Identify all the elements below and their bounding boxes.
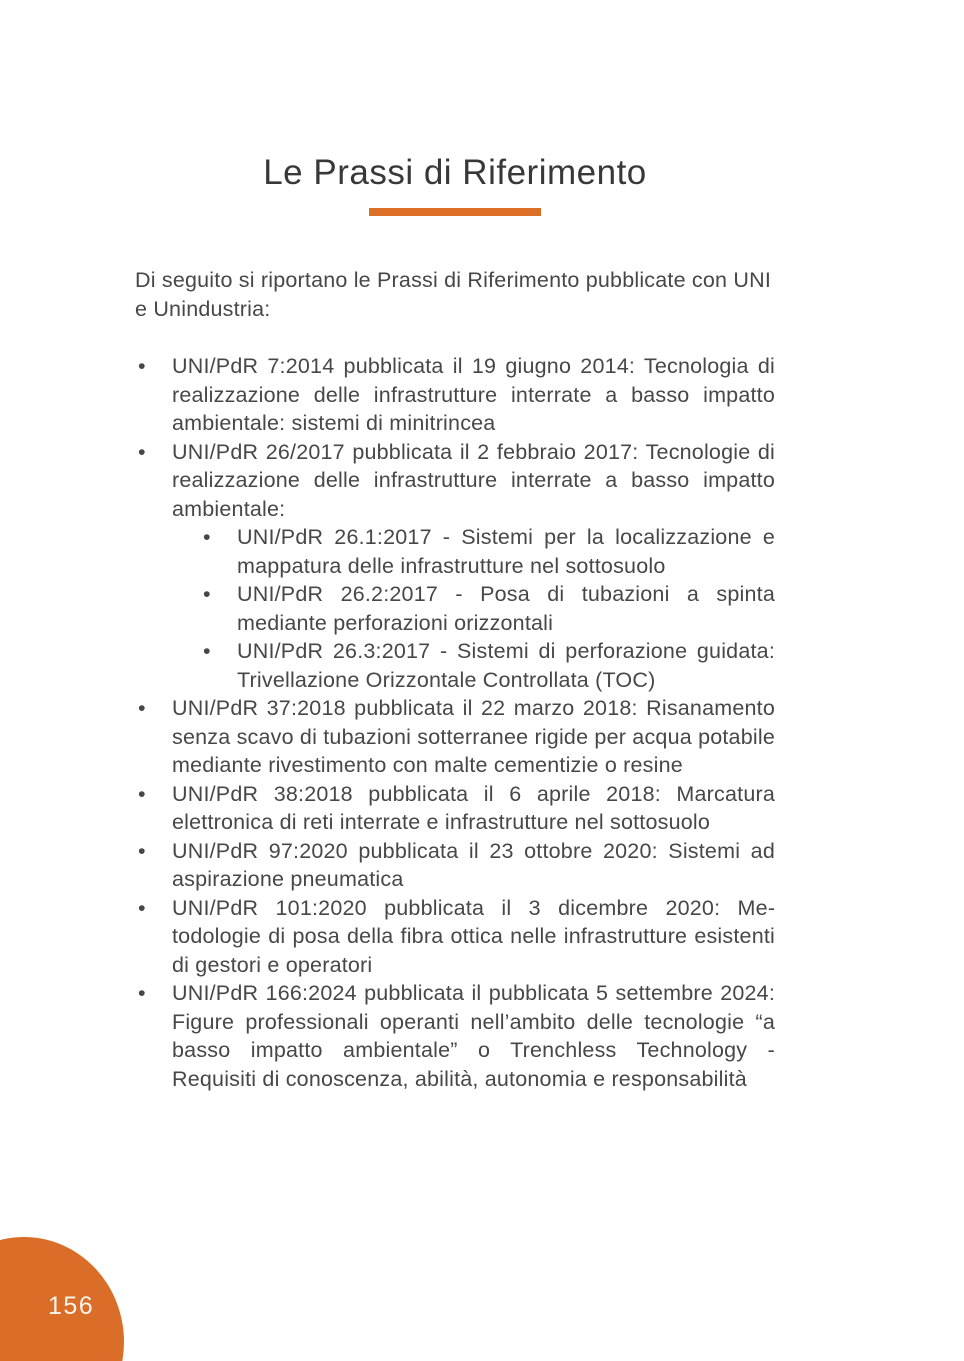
list-subitem <box>135 523 775 580</box>
list-subitem-text: UNI/PdR 26.3:2017 - Sistemi di perforazione guidata: Trivellazione Orizzontale Controllata (TOC) <box>237 639 775 692</box>
bullet-icon: • <box>138 895 146 920</box>
list-item <box>135 894 775 980</box>
bullet-icon: • <box>138 781 146 806</box>
bullet-icon: • <box>138 439 146 464</box>
intro-paragraph: Di seguito si riportano le Prassi di Riferimento pubblicate con UNI e Unindustria: <box>135 268 771 321</box>
bullet-icon: • <box>203 639 211 663</box>
standards-list <box>135 352 775 1093</box>
list-item <box>135 780 775 837</box>
content-column <box>135 0 775 1093</box>
list-item <box>135 979 775 1093</box>
bullet-icon: • <box>138 696 146 720</box>
list-item <box>135 352 775 438</box>
list-subitem-text: UNI/PdR 26.1:2017 - Sistemi per la localizzazione e mappatura delle infrastrutture nel sottosuolo <box>237 525 775 578</box>
list-subitem-text: UNI/PdR 26.2:2017 - Posa di tubazioni a spinta mediante perforazioni orizzontali <box>237 582 775 635</box>
list-item-text: UNI/PdR 101:2020 pubblicata il 3 dicembre 2020: Metodologie di posa della fibra ottica nelle infrastrutture esistenti di gestori e operatori <box>172 895 775 977</box>
list-item-text: UNI/PdR 166:2024 pubblicata il pubblicata 5 settembre 2024: Figure professionali operanti nell’ambito delle tecnologie “a basso impatto ambientale” o Trenchless Technology - Requisiti di conoscenza, abilità, autonomia e responsabilità <box>172 981 775 1091</box>
bullet-icon: • <box>203 582 211 606</box>
list-item <box>135 694 775 780</box>
page-title: Le Prassi di Riferimento <box>263 153 647 192</box>
bullet-icon: • <box>138 354 146 378</box>
bullet-icon: • <box>138 981 146 1005</box>
list-item <box>135 438 775 524</box>
list-item-text: UNI/PdR 38:2018 pubblicata il 6 aprile 2018: Marcatura elettronica di reti interrate e infrastrutture nel sottosuolo <box>172 781 775 834</box>
list-item-text: UNI/PdR 7:2014 pubblicata il 19 giugno 2014: Tecnologia di realizzazione delle infrastrutture interrate a basso impatto ambientale: sistemi di minitrincea <box>172 354 775 435</box>
title-underline-rule <box>369 208 541 216</box>
list-item-text: UNI/PdR 37:2018 pubblicata il 22 marzo 2018: Risanamento senza scavo di tubazioni sotterranee rigide per acqua potabile mediante rivestimento con malte cementizie o resine <box>172 696 775 777</box>
list-item-text: UNI/PdR 97:2020 pubblicata il 23 ottobre 2020: Sistemi ad aspirazione pneumatica <box>172 838 775 891</box>
page-number: 156 <box>48 1292 95 1320</box>
bullet-icon: • <box>203 525 211 549</box>
list-subitem <box>135 580 775 637</box>
list-subitem <box>135 637 775 694</box>
list-item <box>135 837 775 894</box>
list-item-text: UNI/PdR 26/2017 pubblicata il 2 febbraio 2017: Tecnologie di realizzazione delle infrastrutture interrate a basso impatto ambientale: <box>172 439 775 521</box>
bullet-icon: • <box>138 838 146 863</box>
